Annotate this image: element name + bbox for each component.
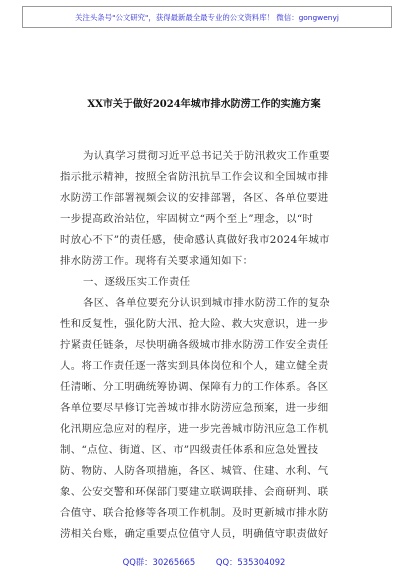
document-body (60, 146, 360, 545)
paragraph-line: 象、公安交警和环保部门要建立联调联排、会商研判、联 (60, 486, 329, 498)
paragraph-line: 任清晰、分工明确统筹协调、保障有力的工作体系。各区 (60, 381, 329, 393)
paragraph-line: 涝相关台账，确定重要点位值守人员，明确值守职责做好 (60, 528, 329, 540)
paragraph-line: 时放心不下”的责任感，使命感认真做好我市2024年城市 (60, 234, 330, 246)
paragraph-line: 排水防涝工作。现将有关要求通知如下： (60, 255, 254, 267)
paragraph-line: 水防涝工作部署视频会议的安排部署，各区、各单位要进 (60, 192, 329, 204)
paragraph-line: 防、物防、人防各项措施，各区、城管、住建、水利、气 (60, 465, 329, 477)
section-heading: 一、逐级压实工作责任 (83, 276, 191, 288)
footer-qq-group: QQ群：30265665 (122, 557, 196, 567)
header-banner-text: 关注头条号"公文研究"，获得最新最全最专业的公文资料库！ 微信：gongwenyj (75, 12, 339, 22)
paragraph-line: 合值守、联合抢修等各项工作机制。及时更新城市排水防 (60, 507, 329, 519)
document-title: XX市关于做好2024年城市排水防涝工作的实施方案 (87, 99, 321, 110)
header-banner (22, 6, 392, 28)
footer-contact (0, 556, 408, 568)
paragraph-line: 性和反复性，强化防大汛、抢大险、救大灾意识，进一步 (60, 318, 329, 330)
paragraph-line: 制、“点位、街道、区、市”四级责任体系和应急处置技 (60, 444, 319, 456)
paragraph-line: 各区、各单位要充分认识到城市排水防涝工作的复杂 (83, 297, 331, 309)
footer-qq: QQ：535304092 (215, 557, 286, 567)
paragraph-line: 各单位要尽早修订完善城市排水防涝应急预案，进一步细 (60, 402, 329, 414)
paragraph-line: 为认真学习贯彻习近平总书记关于防汛救灾工作重要 (83, 150, 331, 162)
paragraph-line: 人。将工作责任逐一落实到具体岗位和个人，建立健全责 (60, 360, 329, 372)
paragraph-line: 拧紧责任链条，尽快明确各级城市排水防涝工作安全责任 (60, 339, 329, 351)
paragraph-line: 指示批示精神，按照全省防汛抗旱工作会议和全国城市排 (60, 171, 329, 183)
paragraph-line: 化汛期应急应对的程序，进一步完善城市防汛应急工作机 (60, 423, 329, 435)
paragraph-line: 一步提高政治站位，牢固树立“两个至上”理念，以“时 (60, 213, 314, 225)
